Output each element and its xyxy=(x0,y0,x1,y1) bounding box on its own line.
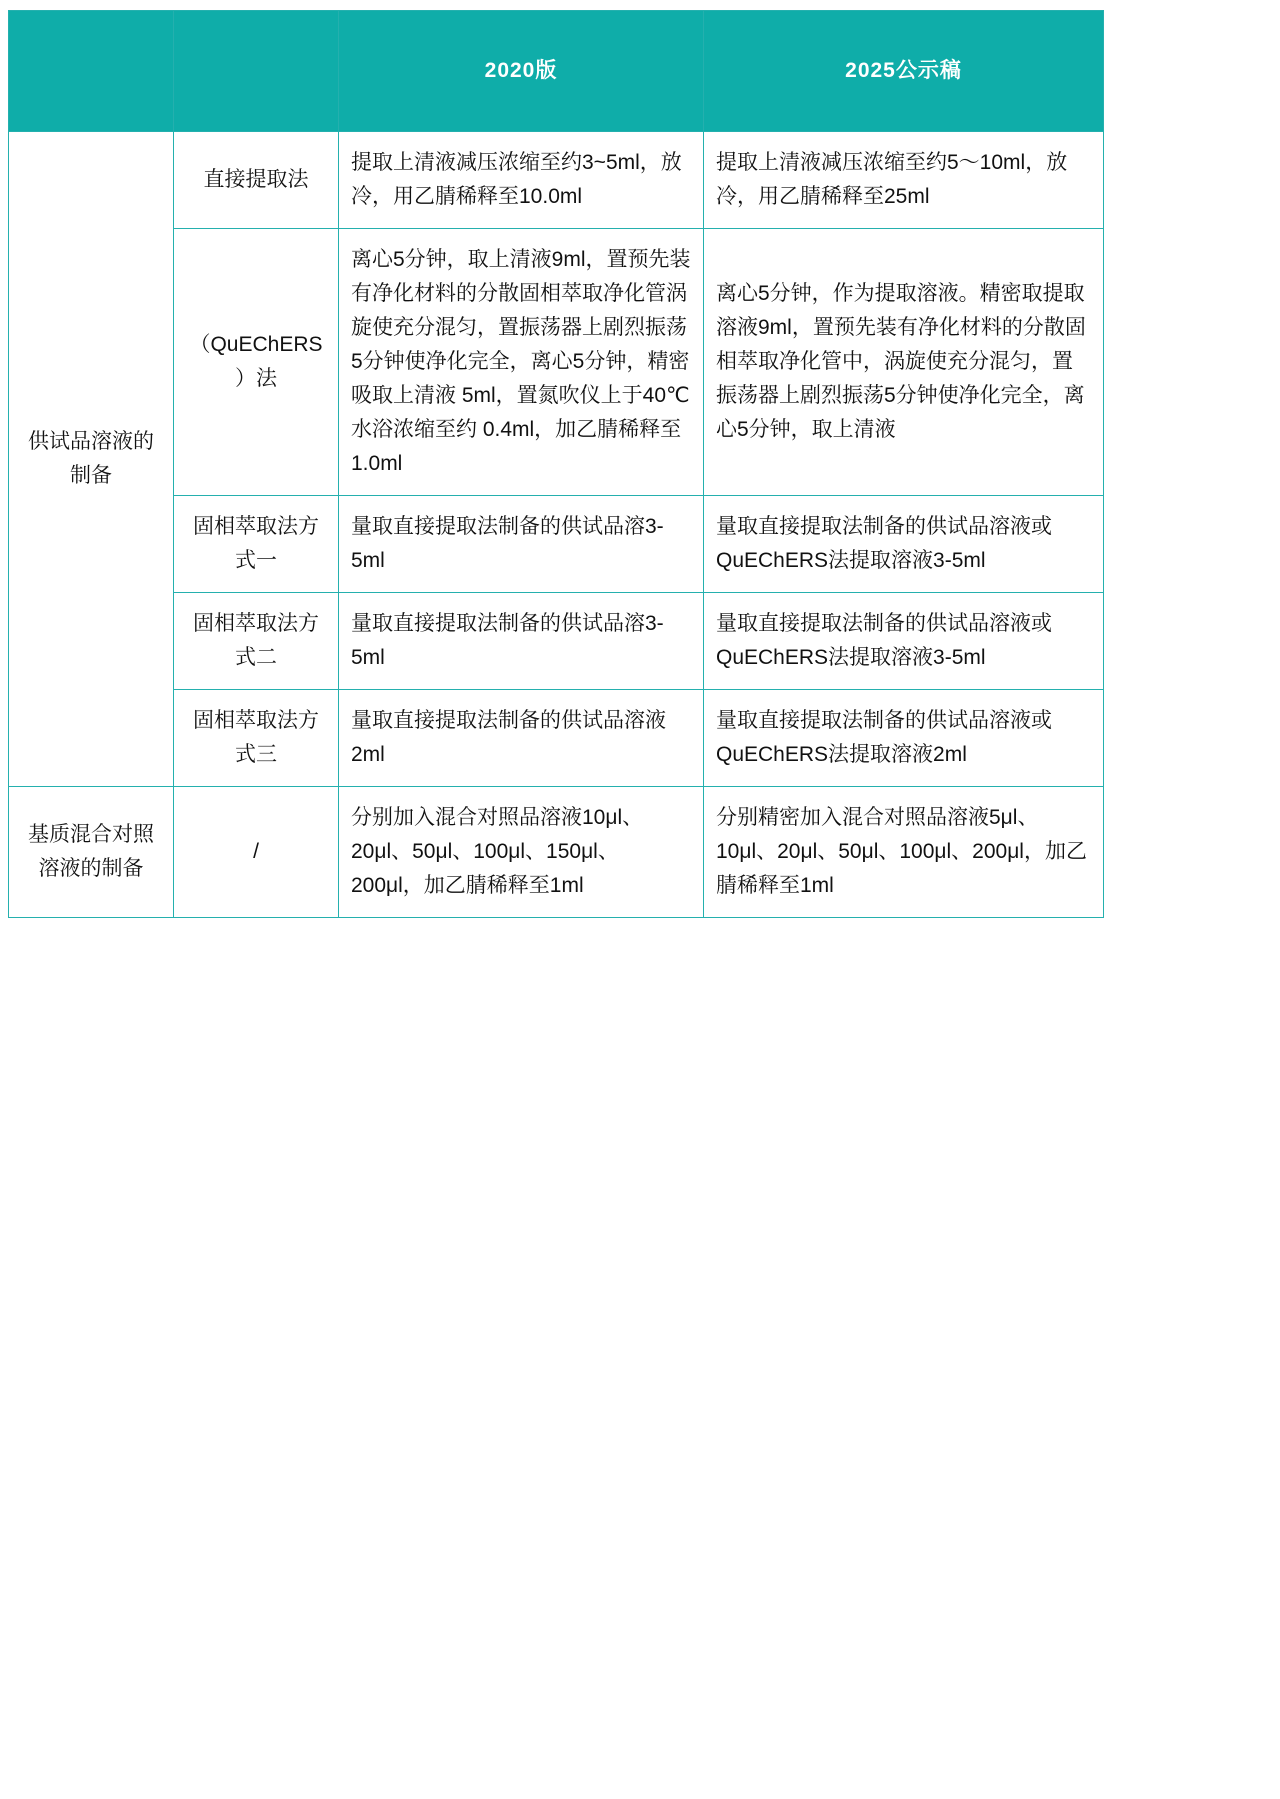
cell-2020-spe-mode-3: 量取直接提取法制备的供试品溶液2ml xyxy=(339,690,704,787)
header-method-cell xyxy=(174,11,339,132)
cell-2025-spe-mode-1: 量取直接提取法制备的供试品溶液或QuEChERS法提取溶液3-5ml xyxy=(704,496,1104,593)
header-corner-cell xyxy=(9,11,174,132)
table-row xyxy=(9,132,1104,229)
method-label-matrix-standard: / xyxy=(174,787,339,918)
table-body xyxy=(9,132,1104,918)
table-header-row xyxy=(9,11,1104,132)
table-row xyxy=(9,787,1104,918)
cell-2020-quechers: 离心5分钟，取上清液9ml，置预先装有净化材料的分散固相萃取净化管涡旋使充分混匀，置振荡器上剧烈振荡5分钟使净化完全，离心5分钟，精密吸取上清液 5ml，置氮吹仪上于40℃水浴浓缩至约 0.4ml，加乙腈稀释至1.0ml xyxy=(339,229,704,496)
method-label-spe-mode-2: 固相萃取法方式二 xyxy=(174,593,339,690)
cell-2020-spe-mode-1: 量取直接提取法制备的供试品溶3-5ml xyxy=(339,496,704,593)
table-header xyxy=(9,11,1104,132)
section-label-sample-prep: 供试品溶液的制备 xyxy=(9,132,174,787)
method-label-quechers: （QuEChERS）法 xyxy=(174,229,339,496)
cell-2025-matrix-standard: 分别精密加入混合对照品溶液5μl、10μl、20μl、50μl、100μl、200μl，加乙腈稀释至1ml xyxy=(704,787,1104,918)
method-label-direct-extraction: 直接提取法 xyxy=(174,132,339,229)
cell-2025-quechers: 离心5分钟，作为提取溶液。精密取提取溶液9ml，置预先装有净化材料的分散固相萃取净化管中，涡旋使充分混匀，置振荡器上剧烈振荡5分钟使净化完全，离心5分钟，取上清液 xyxy=(704,229,1104,496)
method-label-spe-mode-1: 固相萃取法方式一 xyxy=(174,496,339,593)
method-label-spe-mode-3: 固相萃取法方式三 xyxy=(174,690,339,787)
cell-2025-spe-mode-2: 量取直接提取法制备的供试品溶液或QuEChERS法提取溶液3-5ml xyxy=(704,593,1104,690)
table-row xyxy=(9,229,1104,496)
cell-2020-direct-extraction: 提取上清液减压浓缩至约3~5ml，放冷，用乙腈稀释至10.0ml xyxy=(339,132,704,229)
header-2025-cell: 2025公示稿 xyxy=(704,11,1104,132)
cell-2025-spe-mode-3: 量取直接提取法制备的供试品溶液或QuEChERS法提取溶液2ml xyxy=(704,690,1104,787)
table-row xyxy=(9,496,1104,593)
table-row xyxy=(9,690,1104,787)
comparison-table xyxy=(8,10,1104,918)
header-2020-cell: 2020版 xyxy=(339,11,704,132)
cell-2020-matrix-standard: 分别加入混合对照品溶液10μl、20μl、50μl、100μl、150μl、200μl，加乙腈稀释至1ml xyxy=(339,787,704,918)
section-label-matrix-standard: 基质混合对照溶液的制备 xyxy=(9,787,174,918)
table-row xyxy=(9,593,1104,690)
cell-2020-spe-mode-2: 量取直接提取法制备的供试品溶3-5ml xyxy=(339,593,704,690)
cell-2025-direct-extraction: 提取上清液减压浓缩至约5～10ml，放冷，用乙腈稀释至25ml xyxy=(704,132,1104,229)
